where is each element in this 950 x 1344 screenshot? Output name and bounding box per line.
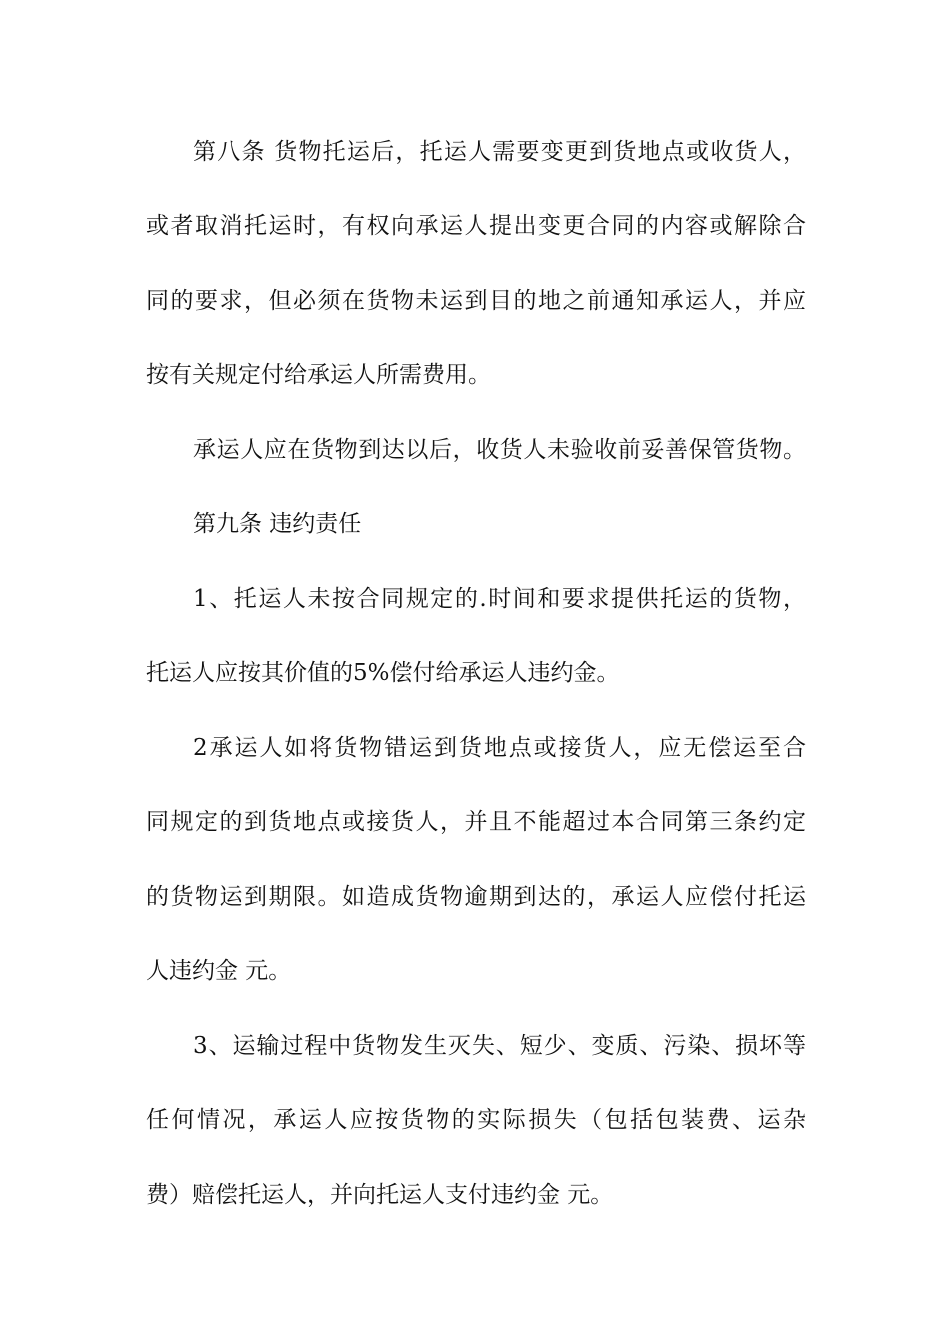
article-8-line-1: 第八条 货物托运后，托运人需要变更到货地点或收货人， (193, 139, 806, 165)
article-8-line-2: 或者取消托运时，有权向承运人提出变更合同的内容或解除合 (146, 213, 806, 239)
carrier-storage-paragraph: 承运人应在货物到达以后，收货人未验收前妥善保管货物。 (193, 437, 806, 463)
article-8-line-4: 按有关规定付给承运人所需费用。 (146, 362, 491, 388)
clause-2-line-2: 同规定的到货地点或接货人，并且不能超过本合同第三条约定 (146, 809, 806, 835)
clause-2-line-3: 的货物运到期限。如造成货物逾期到达的，承运人应偿付托运 (146, 884, 806, 910)
clause-2-line-1: 2承运人如将货物错运到货地点或接货人，应无偿运至合 (193, 735, 806, 761)
clause-3-line-3: 费）赔偿托运人，并向托运人支付违约金 元。 (146, 1182, 614, 1208)
clause-3-line-2: 任何情况，承运人应按货物的实际损失（包括包装费、运杂 (146, 1107, 806, 1133)
clause-1-line-2: 托运人应按其价值的5%偿付给承运人违约金。 (146, 660, 620, 686)
clause-2-line-4: 人违约金 元。 (146, 958, 292, 984)
article-8-line-3: 同的要求，但必须在货物未运到目的地之前通知承运人，并应 (146, 288, 806, 314)
article-9-heading: 第九条 违约责任 (193, 511, 362, 537)
clause-1-line-1: 1、托运人未按合同规定的.时间和要求提供托运的货物， (193, 586, 806, 612)
clause-3-line-1: 3、运输过程中货物发生灭失、短少、变质、污染、损坏等 (193, 1033, 806, 1059)
